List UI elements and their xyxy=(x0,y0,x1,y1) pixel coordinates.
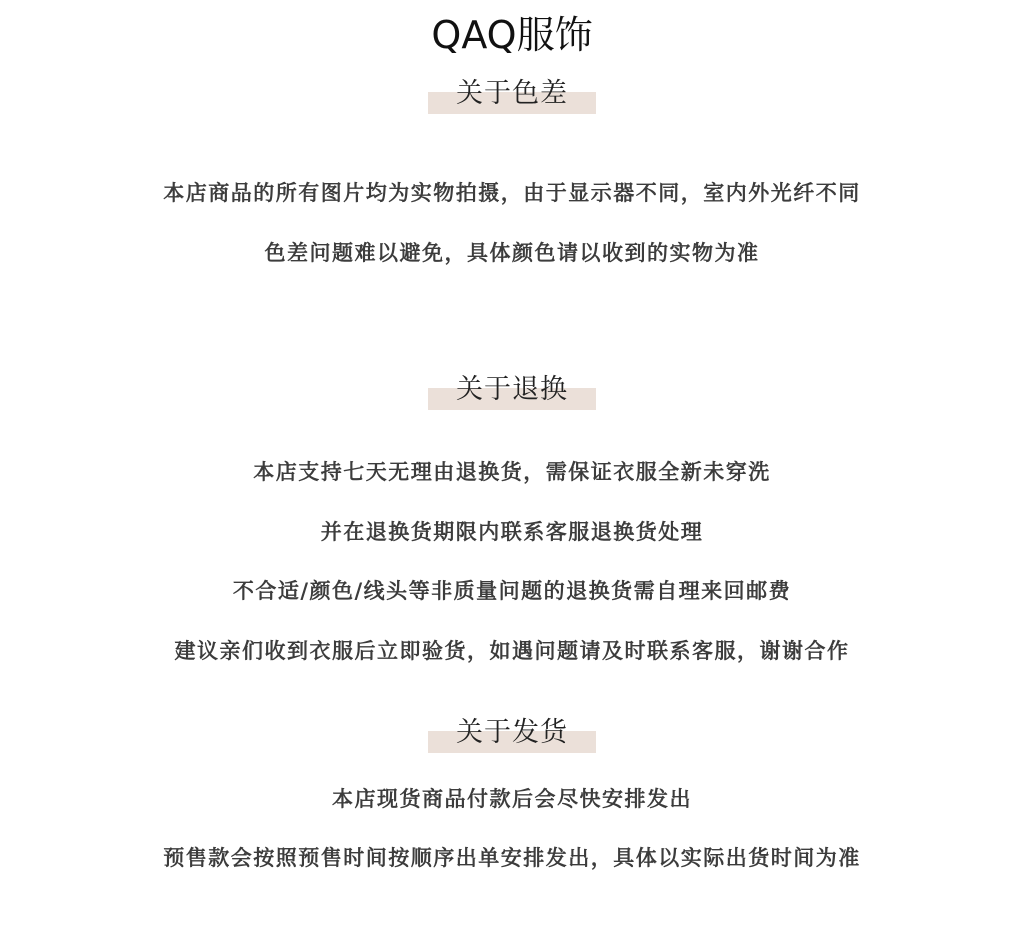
section-heading-label: 关于退换 xyxy=(456,374,568,405)
section-heading-label: 关于发货 xyxy=(456,717,568,748)
paragraph-line: 色差问题难以避免，具体颜色请以收到的实物为准 xyxy=(264,241,760,265)
section-heading-returns xyxy=(0,370,1024,418)
section-heading-shipping xyxy=(0,713,1024,761)
paragraph-line: 本店现货商品付款后会尽快安排发出 xyxy=(332,787,692,811)
paragraph-line: 并在退换货期限内联系客服退换货处理 xyxy=(320,520,704,544)
section-heading-label: 关于色差 xyxy=(456,78,568,109)
paragraph-line: 建议亲们收到衣服后立即验货，如遇问题请及时联系客服，谢谢合作 xyxy=(174,639,850,663)
brand-title: QAQ服饰 xyxy=(431,13,593,57)
paragraph-line: 本店支持七天无理由退换货，需保证衣服全新未穿洗 xyxy=(253,460,771,484)
paragraph-line: 本店商品的所有图片均为实物拍摄，由于显示器不同，室内外光纤不同 xyxy=(163,181,861,205)
paragraph-line: 预售款会按照预售时间按顺序出单安排发出，具体以实际出货时间为准 xyxy=(163,846,861,870)
section-heading-color-difference xyxy=(0,74,1024,122)
paragraph-line: 不合适/颜色/线头等非质量问题的退换货需自理来回邮费 xyxy=(232,579,792,603)
